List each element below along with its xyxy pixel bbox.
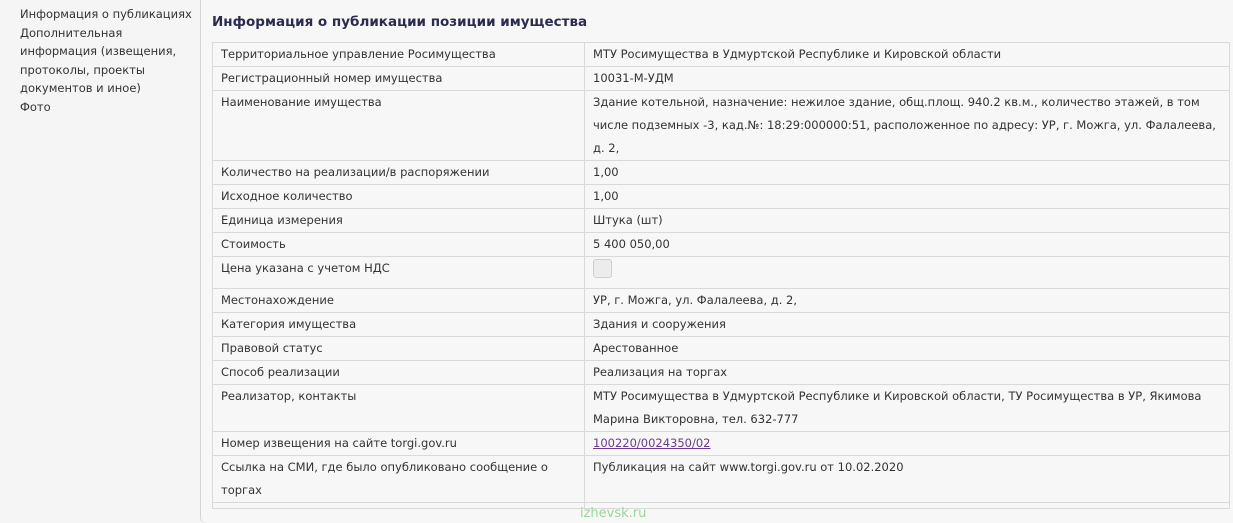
- row-value: [585, 432, 1230, 456]
- row-label: Регистрационный номер имущества: [213, 67, 585, 91]
- property-info-table: [212, 42, 1230, 509]
- row-label: Способ реализации: [213, 361, 585, 385]
- table-row: [213, 43, 1230, 67]
- notice-number-link[interactable]: 100220/0024350/02: [593, 436, 711, 450]
- table-row: [213, 289, 1230, 313]
- row-label: Категория имущества: [213, 313, 585, 337]
- table-row: [213, 91, 1230, 161]
- row-label-empty: [213, 503, 585, 509]
- row-value: 10031-М-УДМ: [585, 67, 1230, 91]
- watermark: izhevsk.ru: [580, 506, 647, 521]
- row-value: МТУ Росимущества в Удмуртской Республике и Кировской области, ТУ Росимущества в УР, Якимова Марина Викторовна, тел. 632-777: [585, 385, 1230, 432]
- row-label: Правовой статус: [213, 337, 585, 361]
- table-row: [213, 185, 1230, 209]
- row-label: Количество на реализации/в распоряжении: [213, 161, 585, 185]
- row-label: Цена указана с учетом НДС: [213, 257, 585, 289]
- table-row: [213, 161, 1230, 185]
- table-row: [213, 257, 1230, 289]
- row-value: Штука (шт): [585, 209, 1230, 233]
- row-value: 1,00: [585, 185, 1230, 209]
- page-title: Информация о публикации позиции имущества: [212, 14, 588, 30]
- row-value: Здания и сооружения: [585, 313, 1230, 337]
- sidebar-item-publications[interactable]: Информация о публикациях: [20, 7, 192, 21]
- main-panel: [200, 0, 1233, 523]
- table-row: [213, 209, 1230, 233]
- table-row: [213, 456, 1230, 503]
- table-row: [213, 361, 1230, 385]
- row-label: Стоимость: [213, 233, 585, 257]
- row-label: Ссылка на СМИ, где было опубликовано сообщение о торгах: [213, 456, 585, 503]
- row-value: Реализация на торгах: [585, 361, 1230, 385]
- row-label: Номер извещения на сайте torgi.gov.ru: [213, 432, 585, 456]
- row-label: Единица измерения: [213, 209, 585, 233]
- row-label: Исходное количество: [213, 185, 585, 209]
- row-value: Арестованное: [585, 337, 1230, 361]
- row-value: Здание котельной, назначение: нежилое здание, общ.площ. 940.2 кв.м., количество этажей, в том числе подземных -3, кад.№: 18:29:000000:51, расположенное по адресу: УР, г. Можга, ул. Фалалеева, д. 2,: [585, 91, 1230, 161]
- vat-checkbox[interactable]: [593, 259, 612, 278]
- row-label: Реализатор, контакты: [213, 385, 585, 432]
- table-row: [213, 385, 1230, 432]
- table-row: [213, 337, 1230, 361]
- sidebar-item-photo[interactable]: Фото: [20, 99, 51, 114]
- row-label: Наименование имущества: [213, 91, 585, 161]
- table-row: [213, 233, 1230, 257]
- row-value: МТУ Росимущества в Удмуртской Республике и Кировской области: [585, 43, 1230, 67]
- row-value-empty: [585, 503, 1230, 509]
- table-row-empty: [213, 503, 1230, 509]
- sidebar-item-additional-info[interactable]: Дополнительная информация (извещения, протоколы, проекты документов и иное): [20, 25, 177, 95]
- table-row: [213, 67, 1230, 91]
- row-label: Местонахождение: [213, 289, 585, 313]
- row-value: 5 400 050,00: [585, 233, 1230, 257]
- row-value: УР, г. Можга, ул. Фалалеева, д. 2,: [585, 289, 1230, 313]
- table-row: [213, 313, 1230, 337]
- table-row: [213, 432, 1230, 456]
- row-value: 1,00: [585, 161, 1230, 185]
- row-value: [585, 257, 1230, 289]
- row-label: Территориальное управление Росимущества: [213, 43, 585, 67]
- row-value: Публикация на сайт www.torgi.gov.ru от 10.02.2020: [585, 456, 1230, 503]
- sidebar: [0, 0, 196, 523]
